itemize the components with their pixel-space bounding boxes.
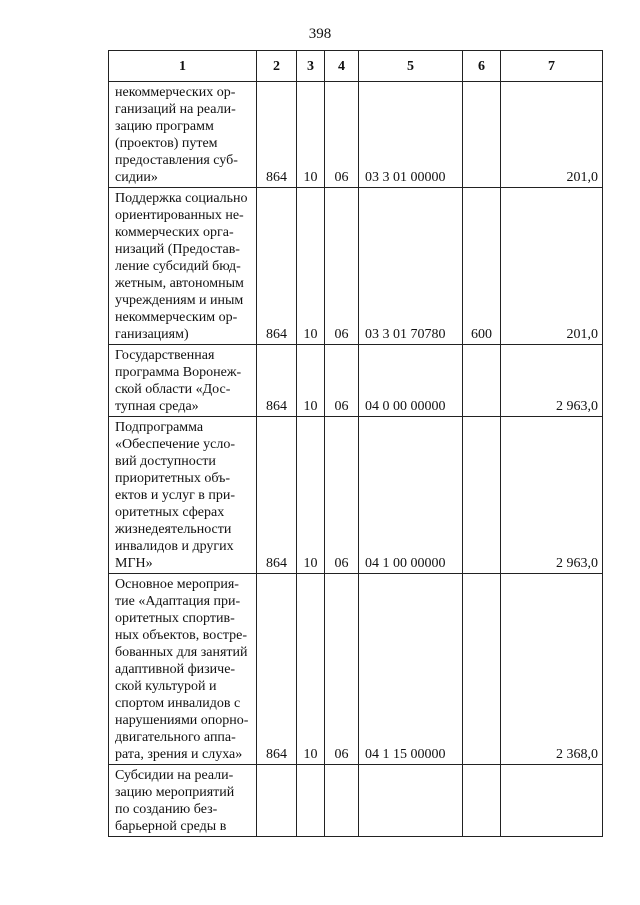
table-row xyxy=(109,345,603,417)
description-line: рата, зрения и слуха» xyxy=(115,747,243,762)
description-line: по созданию без- xyxy=(115,802,218,817)
description-line: (проектов) путем xyxy=(115,136,218,151)
cell-expense-type: 600 xyxy=(463,188,501,345)
cell-ministry-code: 864 xyxy=(257,82,297,188)
cell-subsection xyxy=(325,765,359,837)
cell-target-article: 04 0 00 00000 xyxy=(359,345,463,417)
description-line: приоритетных объ- xyxy=(115,471,231,486)
cell-section: 10 xyxy=(297,188,325,345)
description-line: бованных для занятий xyxy=(115,645,248,660)
table-row xyxy=(109,417,603,574)
header-col-1: 1 xyxy=(109,51,257,82)
table-row xyxy=(109,765,603,837)
cell-expense-type xyxy=(463,574,501,765)
description-line: Субсидии на реали- xyxy=(115,768,234,783)
cell-subsection: 06 xyxy=(325,188,359,345)
row-description xyxy=(109,574,257,765)
description-line: предоставления суб- xyxy=(115,153,238,168)
description-line: низаций (Предостав- xyxy=(115,242,240,257)
header-row xyxy=(109,51,603,82)
description-line: спортом инвалидов с xyxy=(115,696,241,711)
description-line: ганизаций на реали- xyxy=(115,102,236,117)
description-line: коммерческих орга- xyxy=(115,225,234,240)
description-line: адаптивной физиче- xyxy=(115,662,236,677)
table-row xyxy=(109,574,603,765)
cell-ministry-code: 864 xyxy=(257,417,297,574)
cell-ministry-code xyxy=(257,765,297,837)
description-line: двигательного аппа- xyxy=(115,730,236,745)
description-line: жетным, автономным xyxy=(115,276,244,291)
description-line: барьерной среды в xyxy=(115,819,227,834)
description-line: некоммерческим ор- xyxy=(115,310,238,325)
header-col-3: 3 xyxy=(297,51,325,82)
table-row xyxy=(109,188,603,345)
cell-ministry-code: 864 xyxy=(257,574,297,765)
description-line: некоммерческих ор- xyxy=(115,85,236,100)
description-line: оритетных спортив- xyxy=(115,611,235,626)
description-line: Подпрограмма xyxy=(115,420,204,435)
description-line: ганизациям) xyxy=(115,327,189,342)
header-col-7: 7 xyxy=(501,51,603,82)
description-line: сидии» xyxy=(115,170,158,185)
description-line: зацию программ xyxy=(115,119,214,134)
cell-ministry-code: 864 xyxy=(257,188,297,345)
table-row xyxy=(109,82,603,188)
cell-subsection: 06 xyxy=(325,345,359,417)
cell-amount: 201,0 xyxy=(501,82,603,188)
page-number: 398 xyxy=(308,26,332,42)
description-line: зацию мероприятий xyxy=(115,785,235,800)
description-line: ектов и услуг в при- xyxy=(115,488,236,503)
row-description xyxy=(109,188,257,345)
description-line: Поддержка социально xyxy=(115,191,248,206)
cell-target-article: 04 1 15 00000 xyxy=(359,574,463,765)
header-col-2: 2 xyxy=(257,51,297,82)
row-description xyxy=(109,345,257,417)
cell-expense-type xyxy=(463,417,501,574)
row-description xyxy=(109,417,257,574)
cell-target-article: 03 3 01 00000 xyxy=(359,82,463,188)
cell-target-article: 04 1 00 00000 xyxy=(359,417,463,574)
header-col-5: 5 xyxy=(359,51,463,82)
description-line: ных объектов, востре- xyxy=(115,628,248,643)
description-line: ориентированных не- xyxy=(115,208,244,223)
description-line: вий доступности xyxy=(115,454,216,469)
table-body xyxy=(109,82,603,837)
cell-expense-type xyxy=(463,345,501,417)
cell-amount: 2 963,0 xyxy=(501,345,603,417)
cell-target-article xyxy=(359,765,463,837)
cell-section: 10 xyxy=(297,574,325,765)
cell-subsection: 06 xyxy=(325,417,359,574)
cell-section: 10 xyxy=(297,417,325,574)
cell-subsection: 06 xyxy=(325,82,359,188)
header-col-6: 6 xyxy=(463,51,501,82)
cell-section: 10 xyxy=(297,82,325,188)
description-line: тие «Адаптация при- xyxy=(115,594,241,609)
cell-amount xyxy=(501,765,603,837)
header-col-4: 4 xyxy=(325,51,359,82)
description-line: программа Воронеж- xyxy=(115,365,242,380)
description-line: инвалидов и других xyxy=(115,539,234,554)
description-line: оритетных сферах xyxy=(115,505,225,520)
cell-expense-type xyxy=(463,82,501,188)
cell-section xyxy=(297,765,325,837)
cell-subsection: 06 xyxy=(325,574,359,765)
row-description xyxy=(109,765,257,837)
description-line: ской области «Дос- xyxy=(115,382,231,397)
cell-target-article: 03 3 01 70780 xyxy=(359,188,463,345)
description-line: МГН» xyxy=(115,556,153,571)
cell-amount: 2 963,0 xyxy=(501,417,603,574)
cell-amount: 201,0 xyxy=(501,188,603,345)
description-line: ление субсидий бюд- xyxy=(115,259,241,274)
description-line: нарушениями опорно- xyxy=(115,713,249,728)
cell-section: 10 xyxy=(297,345,325,417)
cell-amount: 2 368,0 xyxy=(501,574,603,765)
budget-table xyxy=(108,50,603,837)
description-line: Государственная xyxy=(115,348,215,363)
row-description xyxy=(109,82,257,188)
description-line: Основное мероприя- xyxy=(115,577,239,592)
cell-ministry-code: 864 xyxy=(257,345,297,417)
description-line: «Обеспечение усло- xyxy=(115,437,235,452)
description-line: жизнедеятельности xyxy=(115,522,232,537)
cell-expense-type xyxy=(463,765,501,837)
description-line: тупная среда» xyxy=(115,399,199,414)
description-line: ской культурой и xyxy=(115,679,217,694)
description-line: учреждениям и иным xyxy=(115,293,244,308)
